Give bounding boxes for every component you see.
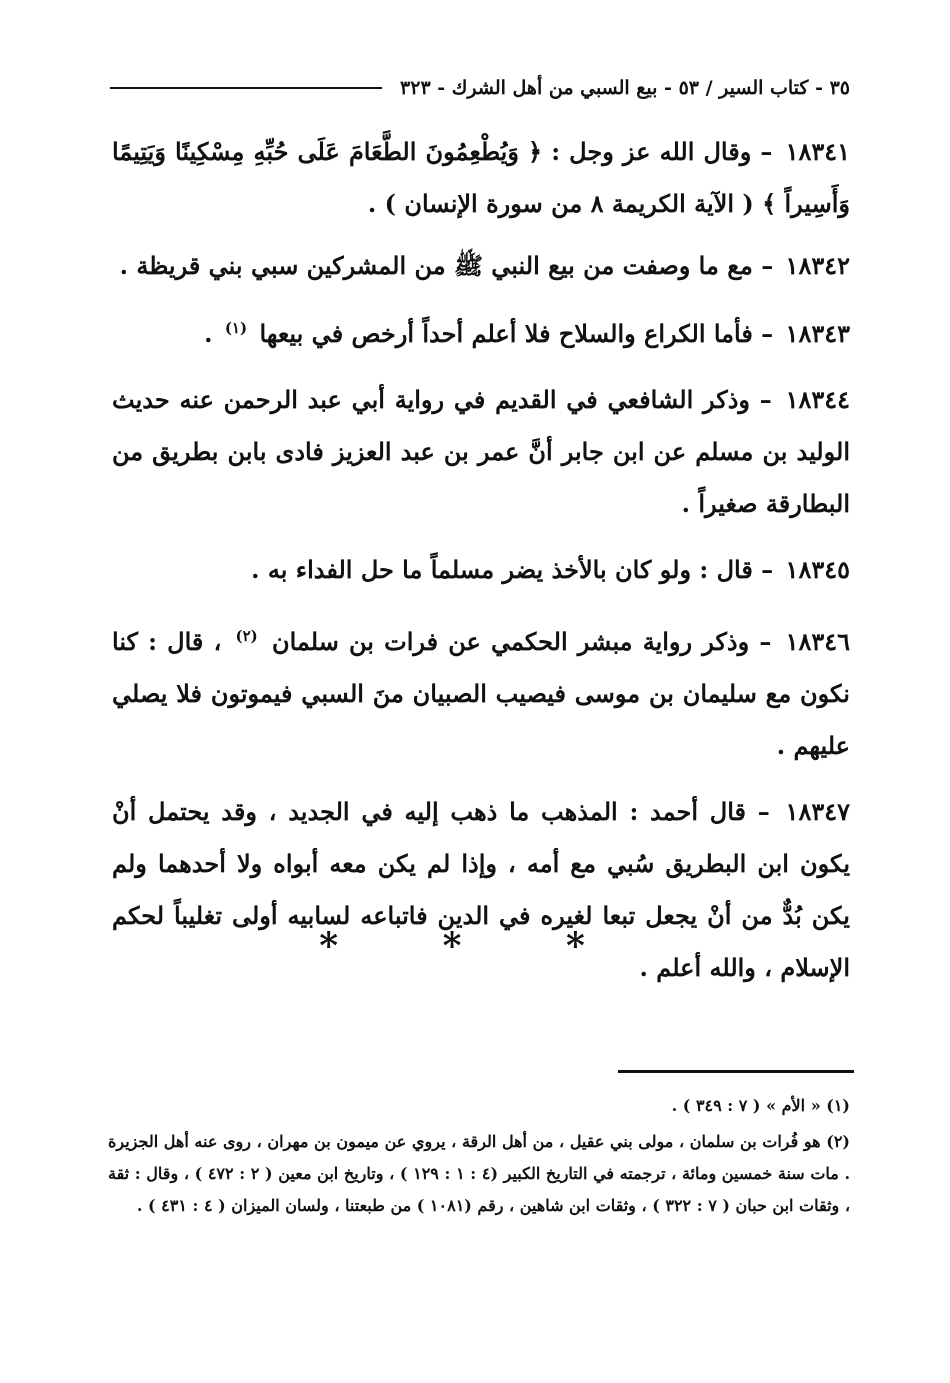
footnotes <box>108 1090 850 1226</box>
section-separator: * * * <box>319 925 631 967</box>
footnote-1: (١) « الأم » ( ٧ : ٣٤٩ ) . <box>671 1096 850 1115</box>
main-text <box>112 126 850 1004</box>
paragraph-18346 <box>112 610 850 772</box>
paragraph-number: ١٨٣٤٧ <box>785 797 850 826</box>
footnote-reference-1[interactable]: (١) <box>224 319 248 337</box>
paragraph-18344 <box>112 374 850 530</box>
paragraph-tail: . <box>204 319 213 348</box>
paragraph-18342 <box>112 240 850 292</box>
paragraph-text: – فأما الكراع والسلاح فلا أعلم أحداً أرخص في بيعها <box>259 319 774 348</box>
paragraph-text: – وذكر رواية مبشر الحكمي عن فرات بن سلمان <box>271 627 772 656</box>
paragraph-18343 <box>112 302 850 360</box>
paragraph-text: – وقال الله عز وجل : ﴿ وَيُطْعِمُونَ الطَّعَامَ عَلَى حُبِّهِ مِسْكِينًا وَيَتِيمًا وَأَسِيراً ﴾ ( الآية الكريمة ٨ من سورة الإنسان ) . <box>112 137 850 218</box>
paragraph-text: – قال أحمد : المذهب ما ذهب إليه في الجديد ، وقد يحتمل أنْ يكون ابن البطريق سُبي مع أمه ، وإذا لم يكن معه أبواه ولا أحدهما ولم يكن بُدٌّ من أنْ يجعل تبعا لغيره في الدين فاتباعه لسابيه أولى تغليباً لحكم الإسلام ، والله أعلم . <box>112 797 850 982</box>
running-header <box>110 72 850 104</box>
paragraph-number: ١٨٣٤١ <box>785 137 851 166</box>
paragraph-number: ١٨٣٤٤ <box>785 385 851 414</box>
paragraph-number: ١٨٣٤٢ <box>785 251 850 280</box>
header-title: ٣٥ - كتاب السير / ٥٣ - بيع السبي من أهل الشرك - ٣٢٣ <box>400 77 850 99</box>
paragraph-text: – قال : ولو كان بالأخذ يضر مسلماً ما حل الفداء به . <box>251 555 774 584</box>
paragraph-text: – وذكر الشافعي في القديم في رواية أبي عبد الرحمن عنه حديث الوليد بن مسلم عن ابن جابر أنَّ عمر بن عبد العزيز فادى بابن بطريق من البطارقة صغيراً . <box>112 385 851 518</box>
header-rule <box>110 87 382 89</box>
paragraph-18345 <box>112 544 850 596</box>
paragraph-number: ١٨٣٤٣ <box>785 319 850 348</box>
paragraph-number: ١٨٣٤٦ <box>785 627 851 656</box>
paragraph-18341 <box>112 126 850 230</box>
paragraph-text: – مع ما وصفت من بيع النبي ﷺ من المشركين سبي بني قريظة . <box>119 251 774 280</box>
footnote-2: (٢) هو فُرات بن سلمان ، مولى بني عقيل ، من أهل الرقة ، يروي عن ميمون بن مهران ، روى عنه أهل الجزيرة . مات سنة خمسين ومائة ، ترجمته في التاريخ الكبير (٤ : ١ : ١٢٩ ) ، وتاريخ ابن معين ( ٢ : ٤٧٢ ) ، وقال : ثقة ، وثقات ابن حبان ( ٧ : ٣٢٢ ) ، وثقات ابن شاهين ، رقم (١٠٨١ ) من طبعتنا ، ولسان الميزان ( ٤ : ٤٣١ ) . <box>108 1132 851 1215</box>
paragraph-tail: ، قال : كنا نكون مع سليمان بن موسى فيصيب الصبيان منَ السبي فيموتون فلا يصلي عليهم . <box>112 627 850 760</box>
footnote-rule <box>618 1070 854 1073</box>
footnote-reference-2[interactable]: (٢) <box>235 627 258 645</box>
paragraph-number: ١٨٣٤٥ <box>785 555 850 584</box>
